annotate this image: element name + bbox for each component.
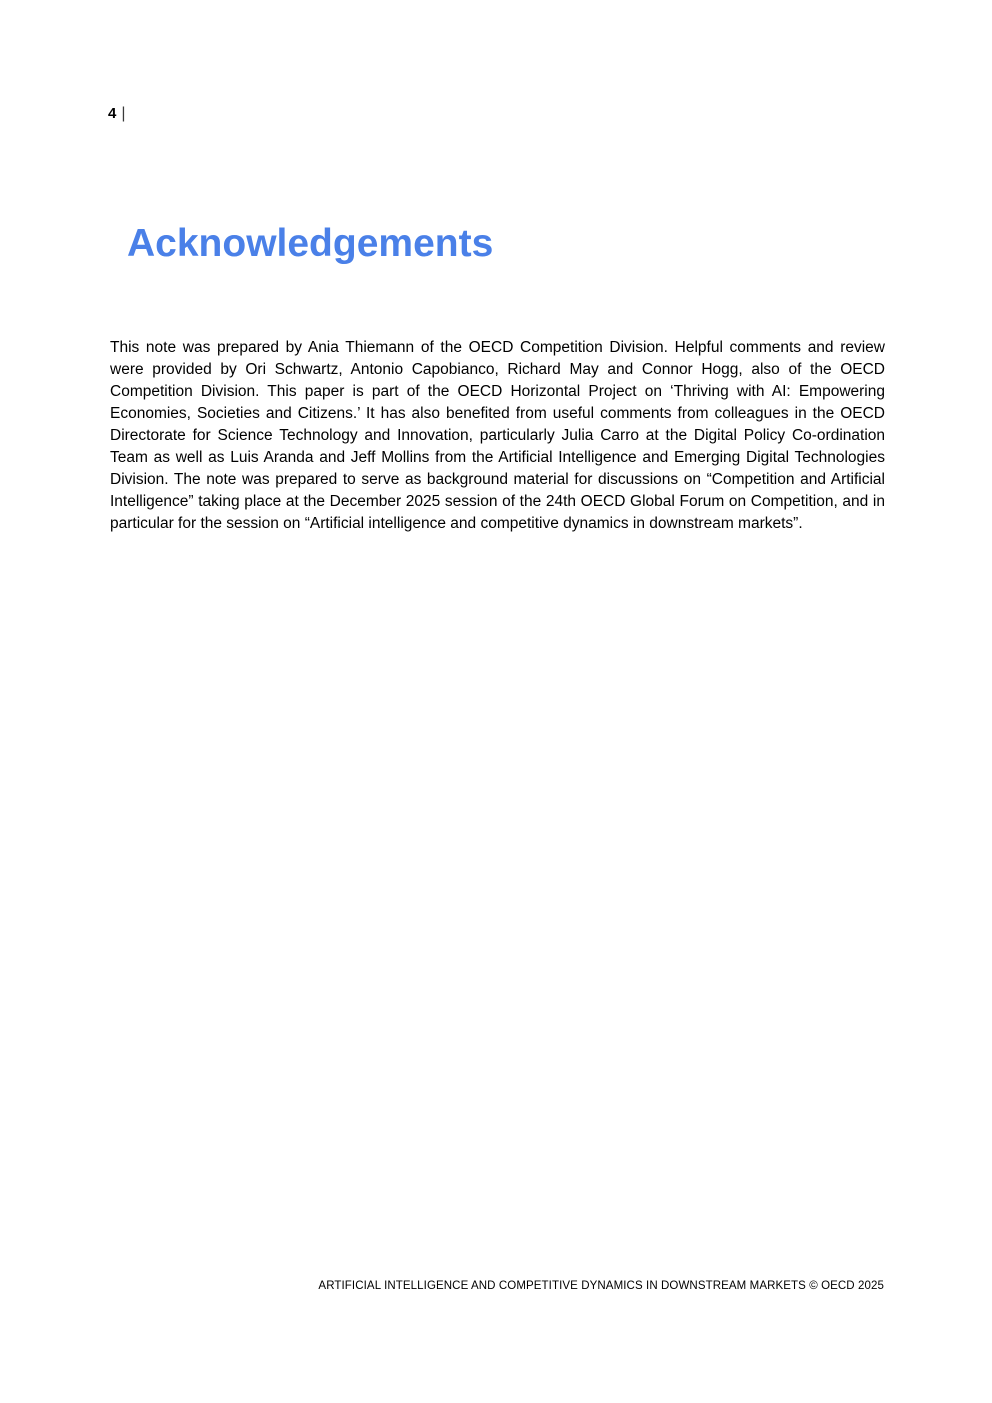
footer-text: ARTIFICIAL INTELLIGENCE AND COMPETITIVE DYNAMICS IN DOWNSTREAM MARKETS © OECD 2025 xyxy=(318,1280,884,1292)
page-number: 4 xyxy=(108,105,117,122)
page-header xyxy=(108,104,126,124)
acknowledgements-paragraph: This note was prepared by Ania Thiemann of the OECD Competition Division. Helpful comments and review were provided by Ori Schwartz, Antonio Capobianco, Richard May and Connor Hogg, also of the OECD Competition Division. This paper is part of the OECD Horizontal Project on ‘Thriving with AI: Empowering Economies, Societies and Citizens.’ It has also benefited from useful comments from colleagues in the OECD Directorate for Science Technology and Innovation, particularly Julia Carro at the Digital Policy Co-ordination Team as well as Luis Aranda and Jeff Mollins from the Artificial Intelligence and Emerging Digital Technologies Division. The note was prepared to serve as background material for discussions on “Competition and Artificial Intelligence” taking place at the December 2025 session of the 24th OECD Global Forum on Competition, and in particular for the session on “Artificial intelligence and competitive dynamics in downstream markets”. xyxy=(110,339,885,532)
page-title: Acknowledgements xyxy=(127,222,494,265)
page-footer xyxy=(124,1280,884,1292)
page-number-separator: | xyxy=(121,105,126,122)
